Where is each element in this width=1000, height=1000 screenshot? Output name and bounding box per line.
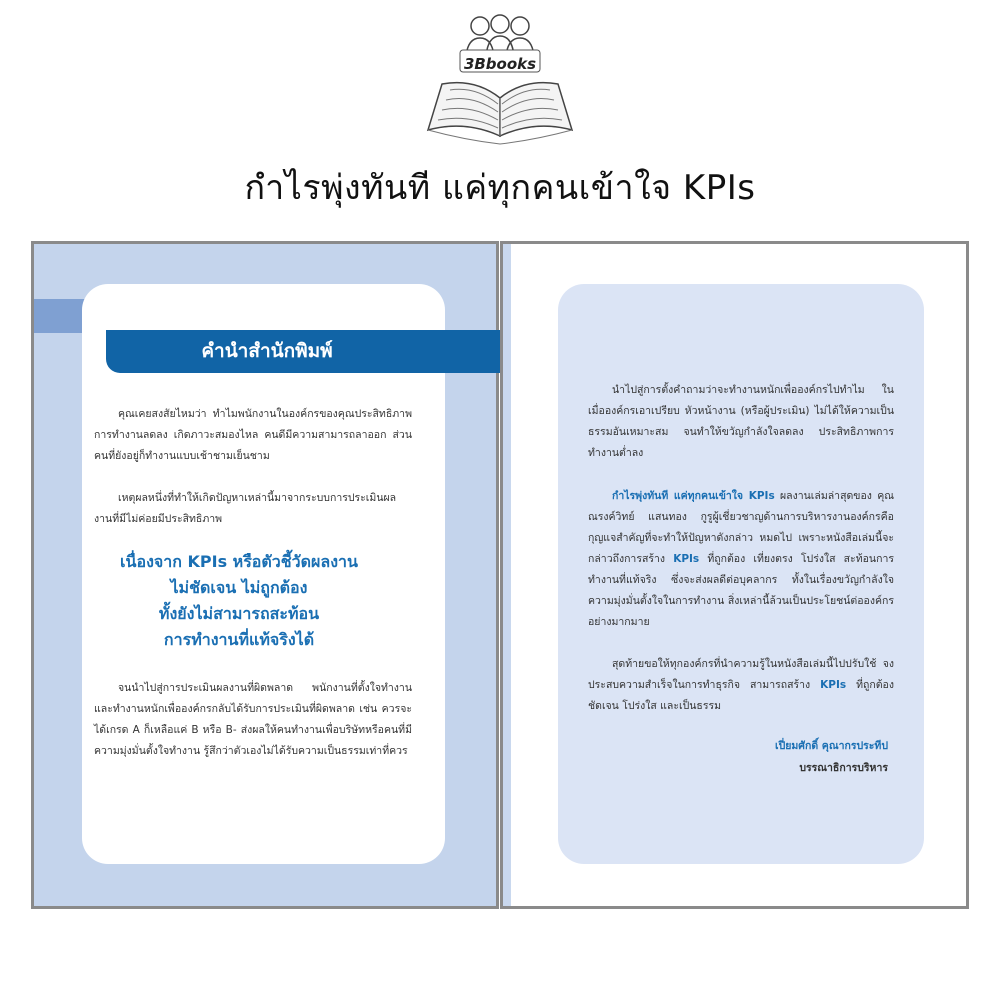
paragraph-2: เหตุผลหนึ่งที่ทำให้เกิดปัญหาเหล่านี้มาจากระบบการประเมินผลงานที่มีไม่ค่อยมีประสิทธิภาพ — [94, 492, 397, 525]
paragraph-3: สุดท้ายขอให้ทุกองค์กรที่นำความรู้ในหนังสือเล่มนี้ไปปรับใช้ จงประสบความสำเร็จในการทำธุรกิจ สามารถสร้าง KPIs ที่ถูกต้อง ชัดเจน โปร่งใส และเป็นธรรม — [588, 658, 894, 712]
paragraph-1: นำไปสู่การตั้งคำถามว่าจะทำงานหนักเพื่อองค์กรไปทำไม ในเมื่อองค์กรเอาเปรียบ หัวหน้างาน (หรือผู้ประเมิน) ไม่ได้ให้ความเป็นธรรมอันเหมาะสม จนทำให้ขวัญกำลังใจลดลง ประสิทธิภาพการทำงานต่ำลง — [588, 384, 894, 459]
spine-stripe — [503, 244, 511, 906]
pull-quote — [34, 549, 444, 653]
quote-line: ทั้งยังไม่สามารถสะท้อน — [158, 604, 320, 623]
paragraph-1: คุณเคยสงสัยไหมว่า ทำไมพนักงานในองค์กรของคุณประสิทธิภาพการทำงานลดลง เกิดภาวะสมองไหล คนดีมีความสามารถลาออก ส่วนคนที่ยังอยู่ก็ทำงานแบบเช้าชามเย็นชาม — [94, 408, 412, 462]
quote-line: การทำงานที่แท้จริงได้ — [163, 630, 315, 649]
section-heading: คำนำสำนักพิมพ์ — [201, 340, 333, 362]
left-page — [31, 241, 499, 909]
signature-name: เปี่ยมศักดิ์ คุณากรประทีป — [774, 740, 888, 752]
publisher-logo — [420, 8, 580, 153]
page-title: กำไรพุ่งทันที แค่ทุกคนเข้าใจ KPIs — [244, 168, 756, 208]
kpi-highlight: KPIs — [673, 553, 700, 565]
signature-role: บรรณาธิการบริหาร — [799, 762, 888, 774]
open-book-icon — [420, 8, 580, 153]
paragraph-2: กำไรพุ่งทันที แค่ทุกคนเข้าใจ KPIs ผลงานเล่มล่าสุดของ คุณณรงค์วิทย์ แสนทอง กูรูผู้เชี่ยวชาญด้านการบริหารงานองค์กรคือกุญแจสำคัญที่จะทำให้ปัญหาดังกล่าว หมดไป เพราะหนังสือเล่มนี้จะกล่าวถึงการสร้าง KPIs ที่ถูกต้อง เที่ยงตรง โปร่งใส สะท้อนการทำงานที่แท้จริง ซึ่งจะส่งผลดีต่อบุคลากร ทั้งในเรื่องขวัญกำลังใจ ความมุ่งมั่นตั้งใจในการทำงาน สิ่งเหล่านี้ล้วนเป็นประโยชน์ต่อองค์กรอย่างมากมาย — [588, 490, 894, 628]
logo-wordmark: 3Bbooks — [463, 55, 537, 73]
kpi-highlight: KPIs — [820, 679, 847, 691]
book-title-highlight: กำไรพุ่งทันที แค่ทุกคนเข้าใจ KPIs — [612, 490, 775, 502]
quote-line: เนื่องจาก KPIs หรือตัวชี้วัดผลงาน — [120, 552, 358, 571]
paragraph-3: จนนำไปสู่การประเมินผลงานที่ผิดพลาด พนักงานที่ตั้งใจทำงานและทำงานหนักเพื่อองค์กรกลับได้รับการประเมินที่ผิดพลาด เช่น ควรจะได้เกรด A ก็เหลือแค่ B หรือ B- ส่งผลให้คนทำงานเพื่อบริษัทหรือคนที่มีความมุ่งมั่นตั้งใจทำงาน รู้สึกว่าตัวเองไม่ได้รับความเป็นธรรมเท่าที่ควร — [94, 682, 412, 757]
quote-line: ไม่ชัดเจน ไม่ถูกต้อง — [170, 578, 308, 597]
right-page — [500, 241, 969, 909]
